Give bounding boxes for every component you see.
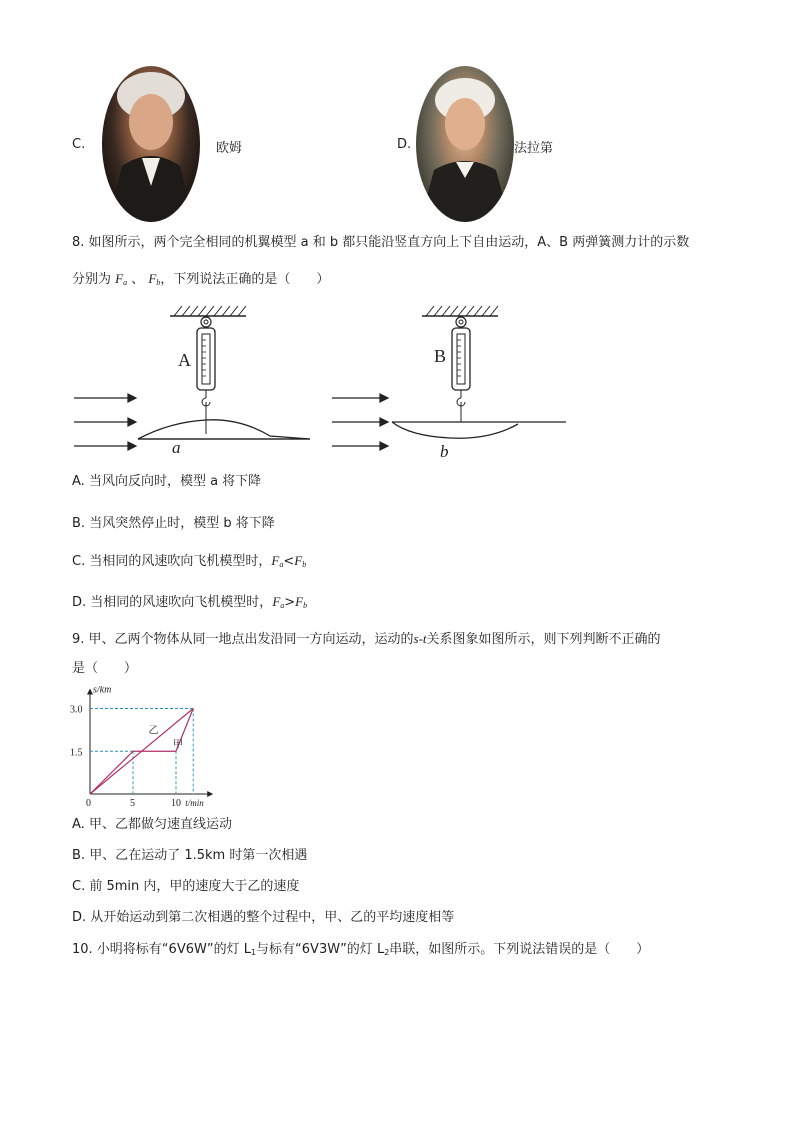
- series-label-yi: 乙: [148, 725, 159, 737]
- q9-option-b: B. 甲、乙在运动了 1.5km 时第一次相遇: [72, 848, 308, 863]
- x-tick-0: 0: [86, 798, 91, 806]
- option-d-letter: D.: [397, 137, 412, 152]
- faraday-portrait: [416, 66, 514, 222]
- wing-model-a: [138, 420, 310, 439]
- scale-label-b: B: [434, 346, 447, 366]
- q8-option-b: B. 当风突然停止时，模型 b 将下降: [72, 516, 275, 531]
- q10-stem: 10. 小明将标有“6V6W”的灯 $L_1$与标有“6V3W”的灯 $L_2$串联，如图所示。下列说法错误的是（ ）: [72, 942, 650, 957]
- q8-stem-line1: 8. 如图所示，两个完全相同的机翼模型 a 和 b 都只能沿竖直方向上下自由运动，A、B 两弹簧测力计的示数: [72, 235, 690, 250]
- q9-option-d: D. 从开始运动到第二次相遇的整个过程中，甲、乙的平均速度相等: [72, 910, 455, 925]
- q8-stem-line2: 分别为 $F_a$ 、 $F_b$，下列说法正确的是（ ）: [72, 271, 330, 287]
- spring-scale-a: [197, 317, 215, 434]
- s-t-chart: [68, 686, 238, 806]
- spring-scale-b: [452, 317, 470, 422]
- y-axis-label: s/km: [93, 686, 112, 696]
- q8-option-d: D. 当相同的风速吹向飞机模型时，$F_a>F_b$: [72, 594, 308, 610]
- wing-models-figure: [70, 302, 580, 464]
- option-c-name: 欧姆: [216, 141, 243, 156]
- ohm-portrait: [102, 66, 200, 222]
- y-tick-3: 3.0: [70, 704, 83, 716]
- option-d-name: 法拉第: [514, 141, 554, 156]
- q9-stem-line2: 是（ ）: [72, 661, 138, 676]
- x-tick-5: 5: [130, 798, 135, 806]
- x-axis-label: t/min: [185, 798, 204, 806]
- q9-option-c: C. 前 5min 内，甲的速度大于乙的速度: [72, 879, 300, 894]
- q8-option-a: A. 当风向反向时，模型 a 将下降: [72, 474, 262, 489]
- q9-option-a: A. 甲、乙都做匀速直线运动: [72, 817, 232, 832]
- y-tick-1-5: 1.5: [70, 747, 83, 759]
- wing-model-b: [392, 422, 518, 438]
- wing-label-a: a: [172, 438, 181, 457]
- series-label-jia: 甲: [173, 739, 183, 751]
- wind-arrows-left: [74, 394, 136, 450]
- q9-stem-line1: 9. 甲、乙两个物体从同一地点出发沿同一方向运动，运动的s-t关系图象如图所示，则下列判断不正确的: [72, 631, 661, 647]
- ceiling-left: [170, 306, 246, 316]
- q8-option-c: C. 当相同的风速吹向飞机模型时，$F_a<F_b$: [72, 553, 307, 569]
- wind-arrows-right: [332, 394, 388, 450]
- ceiling-right: [422, 306, 498, 316]
- option-c-letter: C.: [72, 137, 86, 152]
- wing-label-b: b: [440, 442, 449, 461]
- x-tick-10: 10: [171, 798, 181, 806]
- x-axis-arrow: [207, 791, 213, 797]
- scale-label-a: A: [178, 350, 191, 370]
